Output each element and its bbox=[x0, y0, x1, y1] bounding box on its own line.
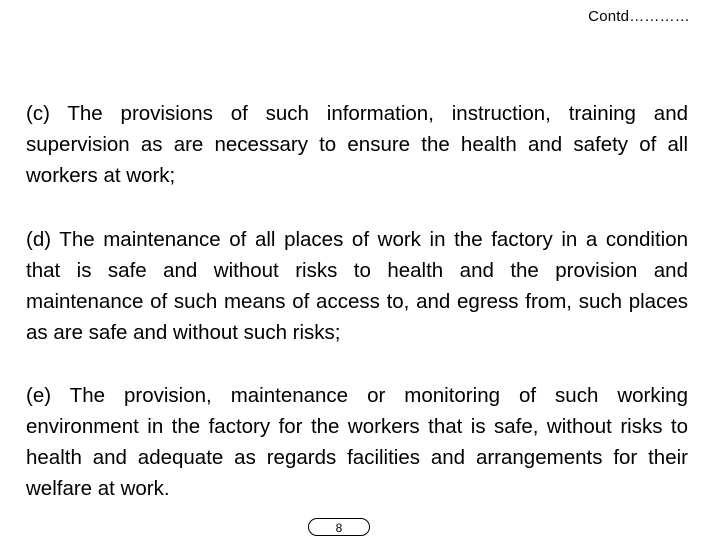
paragraph-c: (c) The provisions of such information, instruction, training and supervision as are necessary to ensure the health and safety of all workers at work; bbox=[26, 101, 688, 187]
paragraph-e: (e) The provision, maintenance or monitoring of such working environment in the factory for the workers that is safe, without risks to health and adequate as regards facilities and arrangements for their welfare at work. bbox=[26, 383, 688, 500]
paragraph-d: (d) The maintenance of all places of work in the factory in a condition that is safe and without risks to health and the provision and maintenance of such means of access to, and egress from, such places as are safe and without such risks; bbox=[26, 227, 688, 344]
page-number: 8 bbox=[308, 518, 370, 536]
continued-label: Contd………… bbox=[588, 8, 690, 25]
